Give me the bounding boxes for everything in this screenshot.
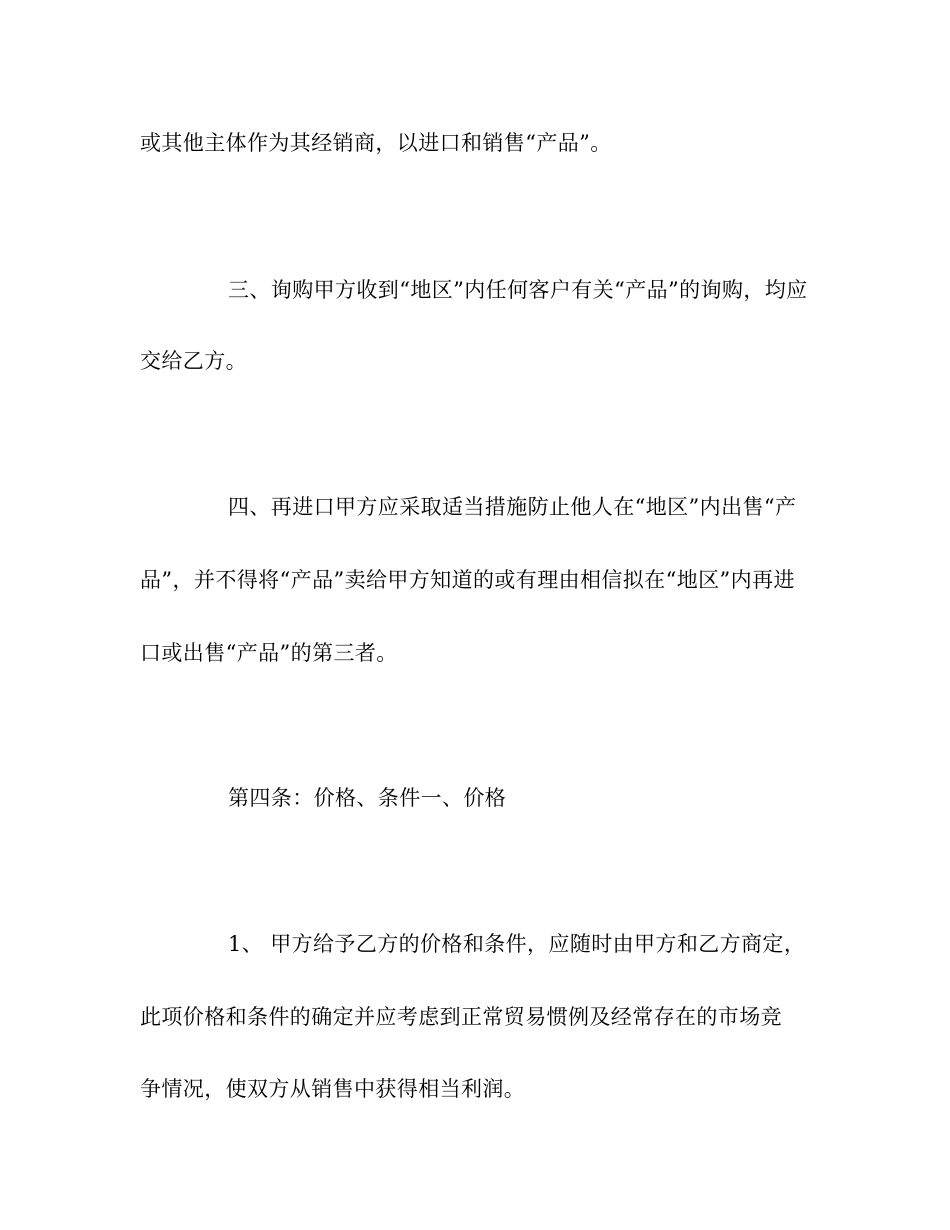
clause-four-line-3: 口或出售“产品”的第三者。	[140, 641, 398, 665]
clause-three-line-2: 交给乙方。	[140, 349, 247, 373]
item-one-line-2: 此项价格和条件的确定并应考虑到正常贸易惯例及经常存在的市场竞	[140, 1005, 782, 1029]
item-one-line-1: 1、 甲方给予乙方的价格和条件，应随时由甲方和乙方商定，	[228, 932, 806, 956]
clause-four-line-2: 品”，并不得将“产品”卖给甲方知道的或有理由相信拟在“地区”内再进	[140, 568, 795, 592]
paragraph-continuation-line: 或其他主体作为其经销商，以进口和销售“产品”。	[140, 131, 612, 155]
clause-three-line-1: 三、询购甲方收到“地区”内任何客户有关“产品”的询购，均应	[228, 278, 808, 302]
clause-four-line-1: 四、再进口甲方应采取适当措施防止他人在“地区”内出售“产	[228, 495, 797, 519]
article-four-heading: 第四条：价格、条件一、价格	[228, 786, 507, 810]
item-one-line-3: 争情况，使双方从销售中获得相当利润。	[140, 1077, 526, 1101]
